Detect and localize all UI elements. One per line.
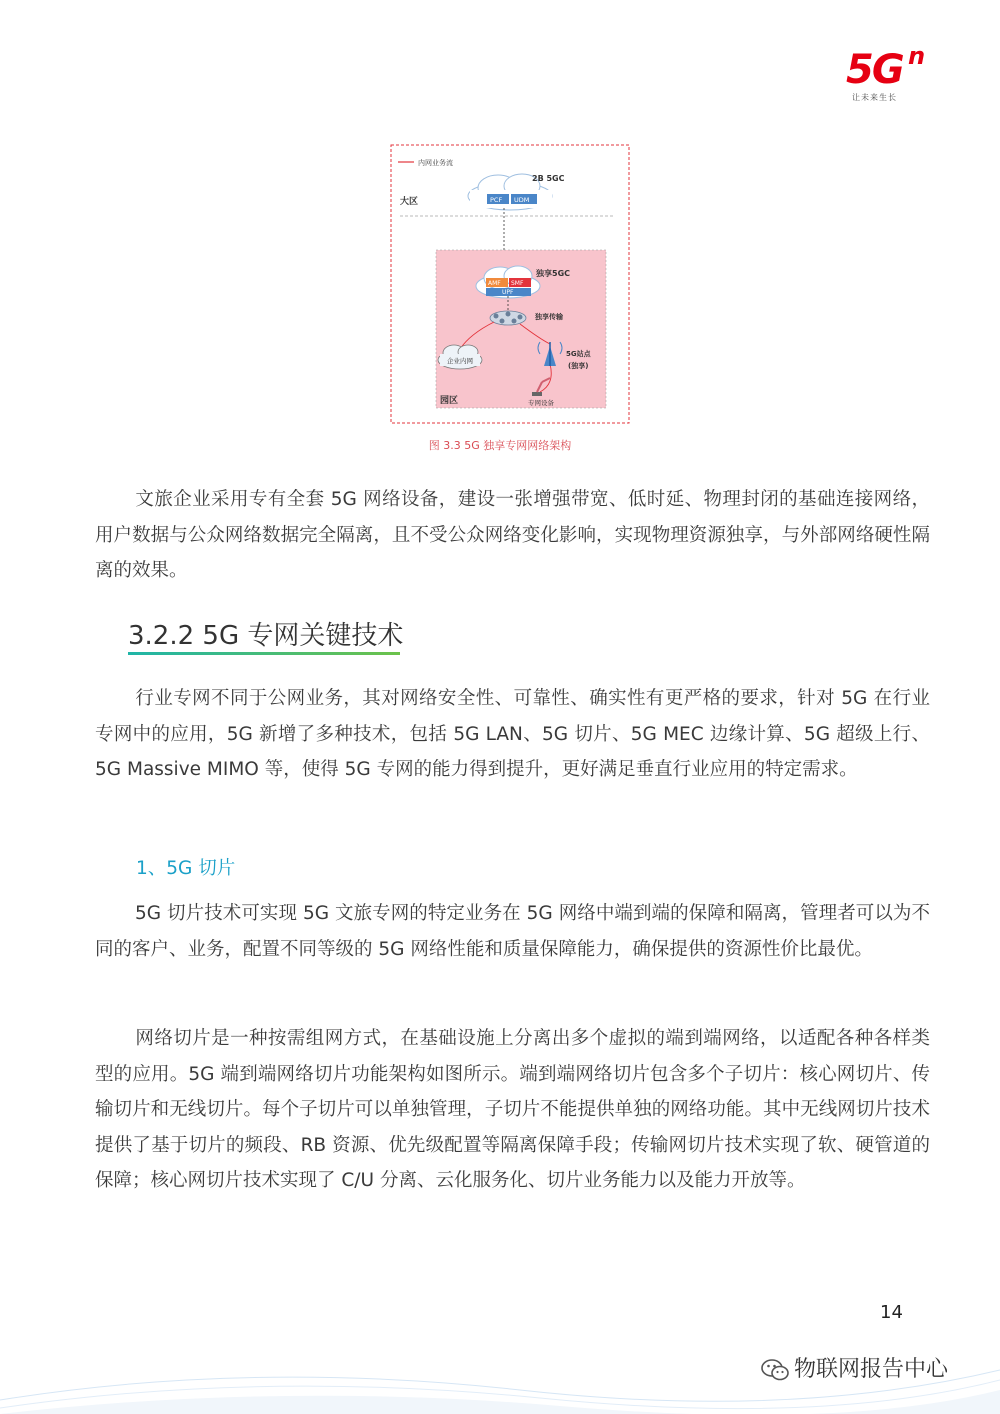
udm-label: UDM — [514, 196, 530, 204]
smf-label: SMF — [511, 280, 524, 287]
section-title-underline — [128, 652, 400, 655]
enterprise-intranet-label: 企业内网 — [447, 357, 473, 365]
paragraph-1: 文旅企业采用专有全套 5G 网络设备，建设一张增强带宽、低时延、物理封闭的基础连接网络，用户数据与公众网络数据完全隔离，且不受公众网络变化影响，实现物理资源独享，与外部网络硬性隔离的效果。 — [95, 489, 930, 581]
legend-label: 内网业务流 — [418, 159, 453, 167]
logo-5g: 5G — [846, 47, 903, 93]
subsection-title: 1、5G 切片 — [136, 858, 236, 879]
logo-tagline: 让未来生长 — [852, 93, 897, 102]
watermark-text: 物联网报告中心 — [794, 1357, 949, 1382]
exclusive-5gc-label: 独享5GC — [536, 269, 571, 278]
section-title: 3.2.2 5G 专网关键技术 — [128, 621, 404, 651]
figure-caption: 图 3.3 5G 独享专网网络架构 — [428, 439, 572, 452]
wechat-icon — [760, 1356, 790, 1384]
paragraph-4: 网络切片是一种按需组网方式，在基础设施上分离出多个虚拟的端到端网络，以适配各种各样类型的应用。5G 端到端网络切片功能架构如图所示。端到端网络切片包含多个子切片：核心网切片、传输切片和无线切片。每个子切片可以单独管理，子切片不能提供单独的网络功能。其中无线网切片技术提供了基于切片的频段、RB 资源、优先级配置等隔离保障手段；传输网切片技术实现了软、硬管道的保障；核心网切片技术实现了 C/U 分离、云化服务化、切片业务能力以及能力开放等。 — [95, 1028, 930, 1191]
pcf-label: PCF — [490, 196, 503, 204]
upf-label: UPF — [502, 289, 514, 296]
device-label: 专网设备 — [528, 399, 554, 407]
amf-label: AMF — [488, 280, 501, 287]
region-label: 大区 — [400, 197, 419, 207]
park-label: 园区 — [440, 396, 459, 406]
paragraph-2: 行业专网不同于公网业务，其对网络安全性、可靠性、确实性有更严格的要求，针对 5G 在行业专网中的应用，5G 新增了多种技术，包括 5G LAN、5G 切片、5G MEC 边缘计算、5G 超级上行、5G Massive MIMO 等，使得 5G 专网的能力得到提升，更好满足垂直行业应用的特定需求。 — [95, 688, 930, 780]
brand-logo — [846, 44, 936, 104]
paragraph-3: 5G 切片技术可实现 5G 文旅专网的特定业务在 5G 网络中端到端的保障和隔离，管理者可以为不同的客户、业务，配置不同等级的 5G 网络性能和质量保障能力，确保提供的资源性价比最优。 — [95, 903, 930, 960]
logo-superscript: n — [908, 42, 926, 70]
network-architecture-diagram — [390, 144, 630, 424]
site-label-2: (独享) — [568, 362, 589, 370]
exclusive-transport-label: 独享传输 — [535, 313, 563, 321]
cloud-2b-title: 2B 5GC — [532, 174, 565, 183]
page-number: 14 — [880, 1302, 903, 1323]
site-label-1: 5G站点 — [566, 350, 591, 358]
transport-node-icon — [490, 311, 526, 325]
